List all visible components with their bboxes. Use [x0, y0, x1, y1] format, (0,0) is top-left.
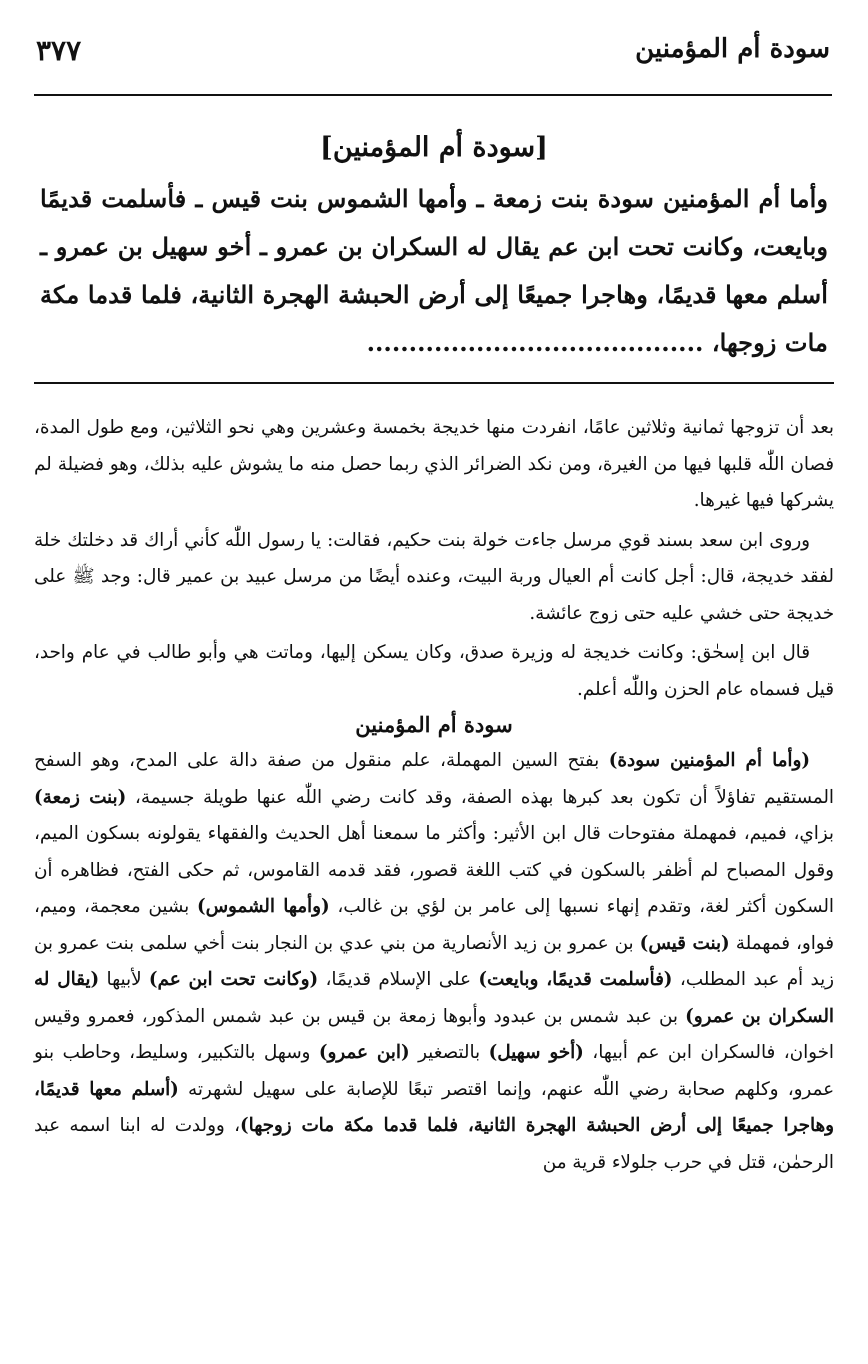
quoted-text-segment: (أخو سهيل) — [488, 1042, 584, 1063]
quoted-text-segment: (بنت زمعة) — [34, 786, 127, 808]
quoted-text-segment: (فأسلمت قديمًا، وبايعت) — [478, 969, 673, 990]
commentary-text-segment: بن عبد شمس بن عبدود وأبوها زمعة بن قيس بن عبد شمس المذكور، فعمرو وقيس اخوان، فالسكران ابن عم أبيها، — [34, 1005, 834, 1063]
commentary-paragraph-2: وروى ابن سعد بسند قوي مرسل جاءت خولة بنت حكيم، فقالت: يا رسول اللّٰه كأني أراك قد دخلتك خلة لفقد خديجة، قال: أجل كانت أم العيال وربة البيت، وعنده أيضًا من مرسل عبيد بن عمير قال: وجد ﷺ على خديجة حتى خشي عليه حتى زوج عائشة. — [34, 529, 834, 624]
commentary-paragraph-1: بعد أن تزوجها ثمانية وثلاثين عامًا، انفردت منها خديجة بخمسة وعشرين وهي نحو الثلاثين، ومع طول المدة، فصان اللّٰه قلبها فيها من الغيرة، ومن نكد الضرائر الذي ربما حصل منه ما يشوش عليه بذلك، وهو فضيلة لم يشركها فيها غيرها. — [34, 417, 834, 511]
section-heading: سودة أم المؤمنين — [355, 712, 513, 737]
quoted-text-segment: (ابن عمرو) — [318, 1042, 410, 1063]
header-rule — [34, 94, 832, 96]
commentary-paragraph-4 — [34, 743, 834, 1181]
commentary-text-segment: بن عمرو بن زيد الأنصارية من بني عدي بن النجار بنت أخي سلمى بنت عمرو بن زيد أم عبد المطلب، — [34, 932, 834, 990]
separator-rule — [34, 382, 834, 384]
commentary-text-segment: على الإسلام قديمًا، — [318, 969, 479, 990]
quoted-text-segment: (أسلم معها قديمًا، وهاجرا جميعًا إلى أرض الحبشة الهجرة الثانية، فلما قدما مكة مات زوجها) — [34, 1078, 834, 1136]
main-text-paragraph — [40, 175, 828, 367]
running-title: سودة أم المؤمنين — [635, 34, 830, 64]
quoted-text-segment: (وكانت تحت ابن عم) — [148, 969, 319, 990]
commentary-paragraph-3: قال ابن إسحٰق: وكانت خديجة له وزيرة صدق، وكان يسكن إليها، وماتت هي وأبو طالب في عام واحد، قيل فسماه عام الحزن واللّٰه أعلم. — [34, 642, 834, 700]
commentary-text-segment: وسهل بالتكبير، وسليط، وحاطب بنو عمرو، وكلهم صحابة رضي اللّٰه عنهم، وإنما اقتصر تبعًا للإصابة على سهيل لشهرته — [34, 1042, 834, 1100]
commentary-text-segment: بشين معجمة، وميم، فواو، فمهملة — [34, 896, 834, 954]
commentary-text-segment: لأبيها — [99, 969, 149, 990]
page-number: ٣٧٧ — [36, 34, 82, 67]
commentary-text-segment: ، وولدت له ابنا اسمه عبد الرحمٰن، قتل في حرب جلولاء قرية من — [34, 1115, 834, 1173]
quoted-text-segment: (وأما أم المؤمنين سودة) — [608, 750, 810, 771]
main-text-title: [سودة أم المؤمنين] — [320, 132, 548, 163]
ellipsis-dots: ........................................ — [366, 328, 704, 357]
quoted-text-segment: (يقال له السكران بن عمرو) — [34, 969, 834, 1027]
commentary-text-segment: بزاي، فميم، فمهملة مفتوحات قال ابن الأثير: وأكثر ما سمعنا أهل الحديث والفقهاء يقولونه بسكون الميم، وقول المصباح لم أظفر بالسكون في كتب اللغة قصور، فقد قدمه القاموس، ثم حكى الفتح، فظاهره أن السكون أكثر لغة، وتقدم إنهاء نسبها إلى عامر بن لؤي بن غالب، — [34, 823, 834, 917]
page-header — [36, 34, 830, 90]
main-text-body: وأما أم المؤمنين سودة بنت زمعة ـ وأمها الشموس بنت قيس ـ فأسلمت قديمًا وبايعت، وكانت تحت ابن عم يقال له السكران بن عمرو ـ أخو سهيل بن عمرو ـ أسلم معها قديمًا، وهاجرا جميعًا إلى أرض الحبشة الهجرة الثانية، فلما قدما مكة مات زوجها، — [40, 184, 828, 357]
commentary-text-segment: بفتح السين المهملة، علم منقول من صفة دالة على المدح، وهو السفح المستقيم تفاؤلاً أن تكون بعد كبرها بهذه الصفة، وقد كانت رضي اللّٰه عنها طويلة جسيمة، — [34, 750, 834, 808]
commentary-block — [34, 410, 834, 1184]
commentary-text-segment: بالتصغير — [409, 1042, 489, 1063]
main-text-block — [40, 126, 828, 367]
quoted-text-segment: (وأمها الشموس) — [197, 896, 330, 917]
quoted-text-segment: (بنت قيس) — [639, 932, 730, 954]
